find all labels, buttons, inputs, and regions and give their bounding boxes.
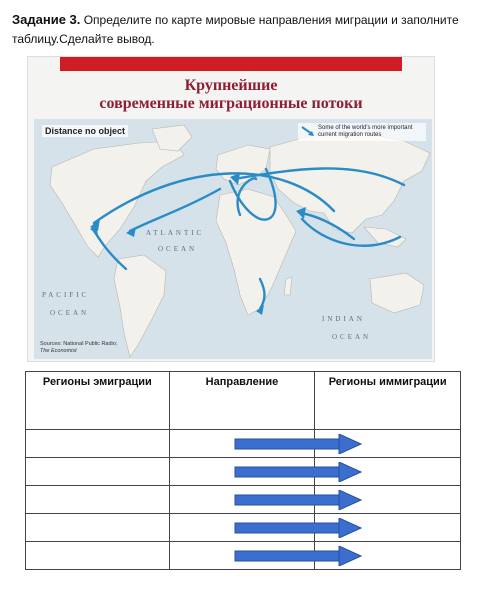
table-row	[26, 542, 461, 570]
route-arrowhead	[296, 207, 306, 219]
emigration-cell[interactable]	[26, 486, 170, 514]
direction-cell	[169, 486, 315, 514]
direction-cell	[169, 458, 315, 486]
migration-table	[25, 371, 461, 570]
ocean-label-pacific-2: OCEAN	[50, 309, 90, 317]
table-row	[26, 458, 461, 486]
map-accent-bar	[60, 57, 402, 71]
table-header-row	[26, 372, 461, 430]
madagascar-shape	[284, 277, 292, 295]
ocean-label-pacific: PACIFIC	[42, 291, 90, 299]
sources-line1: Sources: National Public Radio;	[40, 341, 118, 347]
immigration-cell[interactable]	[315, 542, 461, 570]
emigration-cell[interactable]	[26, 458, 170, 486]
immigration-cell[interactable]	[315, 430, 461, 458]
map-legend	[298, 123, 426, 141]
ocean-label-atlantic-2: OCEAN	[158, 245, 198, 253]
australia-shape	[370, 273, 424, 313]
direction-cell	[169, 514, 315, 542]
header-immigration: Регионы иммиграции	[315, 372, 461, 430]
route-legend-icon	[301, 126, 315, 136]
migration-map	[27, 56, 435, 362]
direction-cell	[169, 430, 315, 458]
legend-text: Some of the world's more important current migration routes	[318, 125, 413, 138]
header-emigration: Регионы эмиграции	[26, 372, 170, 430]
immigration-cell[interactable]	[315, 486, 461, 514]
immigration-cell[interactable]	[315, 458, 461, 486]
north-america-shape	[50, 141, 184, 257]
europe-shape	[216, 145, 270, 185]
world-map-graphic	[34, 119, 432, 359]
map-distance-label: Distance no object	[42, 125, 128, 137]
table-row	[26, 430, 461, 458]
sources-line2: The Economist	[40, 348, 77, 354]
south-america-shape	[114, 255, 166, 357]
table-row	[26, 486, 461, 514]
immigration-cell[interactable]	[315, 514, 461, 542]
ocean-label-indian-2: OCEAN	[332, 333, 372, 341]
world-map	[34, 119, 432, 359]
map-sources	[40, 341, 117, 355]
emigration-cell[interactable]	[26, 514, 170, 542]
task-label: Задание 3.	[12, 12, 81, 27]
direction-cell	[169, 542, 315, 570]
map-title-line1: Крупнейшие	[184, 77, 278, 94]
map-title-line2: современные миграционные потоки	[99, 95, 363, 112]
africa-shape	[216, 189, 296, 315]
task-text	[12, 10, 482, 49]
ocean-label-atlantic: ATLANTIC	[146, 229, 205, 237]
task-instruction: Определите по карте мировые направления миграции и заполните таблицу.Сделайте вывод.	[12, 13, 459, 46]
header-direction: Направление	[169, 372, 315, 430]
emigration-cell[interactable]	[26, 542, 170, 570]
table-row	[26, 514, 461, 542]
ocean-label-indian: INDIAN	[322, 315, 365, 323]
route-arrowhead	[126, 227, 136, 237]
emigration-cell[interactable]	[26, 430, 170, 458]
